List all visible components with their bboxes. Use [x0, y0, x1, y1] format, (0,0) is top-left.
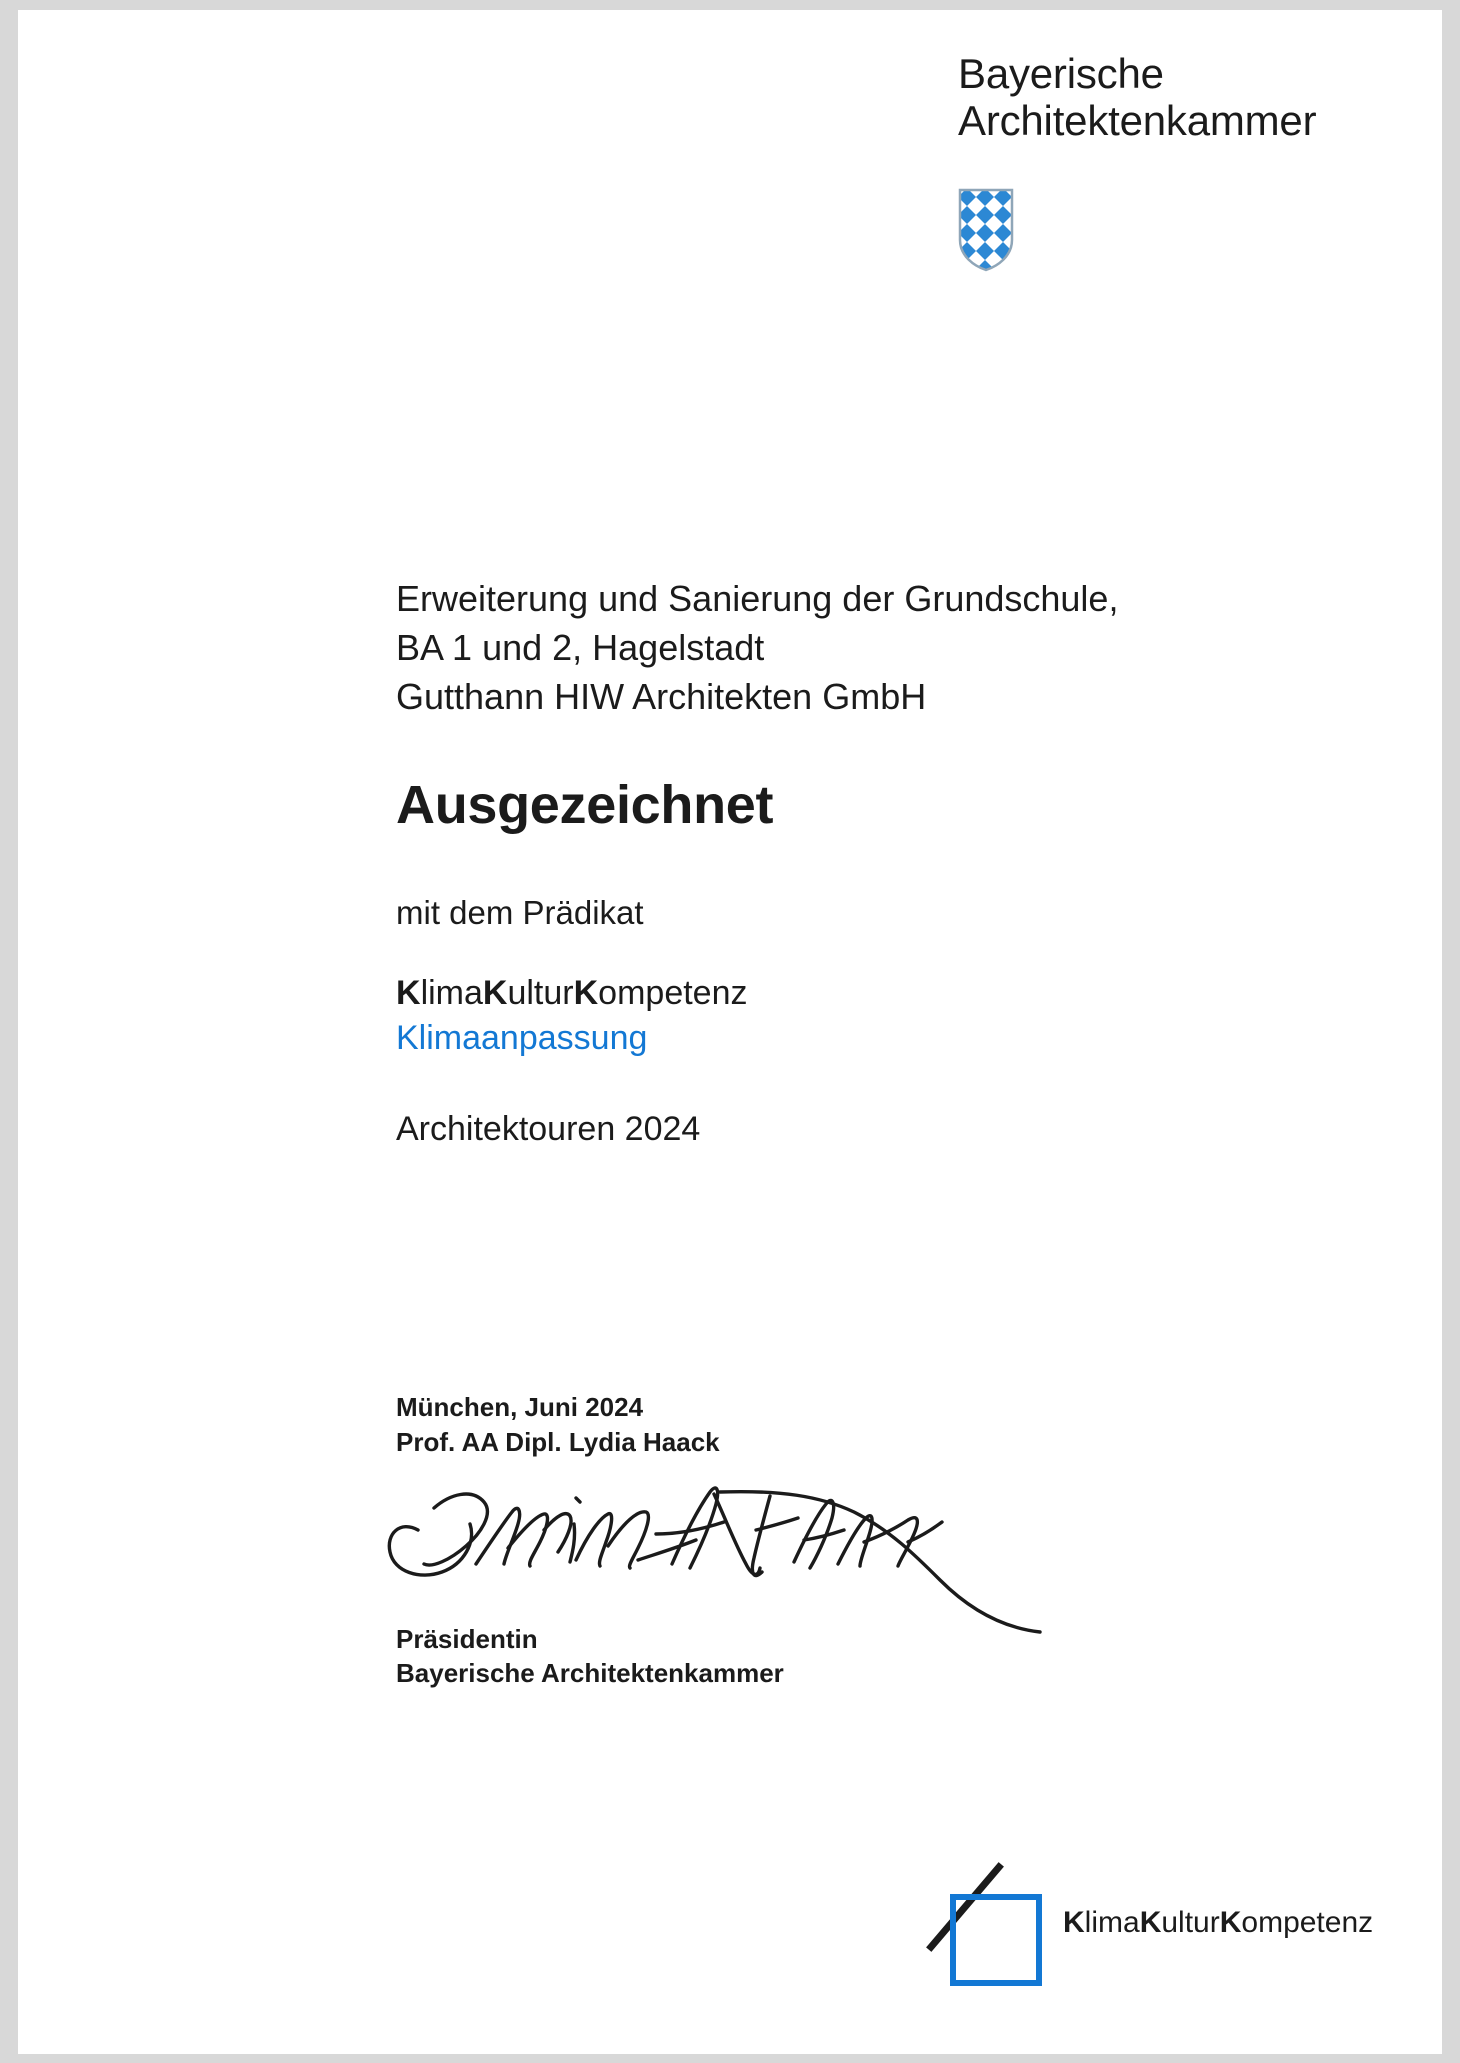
certificate-page — [18, 10, 1442, 2054]
footer-k1: K — [1063, 1906, 1085, 1939]
predicate-k3: K — [573, 973, 599, 1012]
footer-part1: lima — [1084, 1906, 1140, 1939]
signature-role: Präsidentin — [396, 1623, 538, 1654]
project-line-2: BA 1 und 2, Hagelstadt — [396, 626, 765, 668]
footer-k2: K — [1139, 1906, 1162, 1939]
footer-part3: ompetenz — [1241, 1906, 1374, 1939]
signature-block — [396, 1390, 1156, 1691]
organization-name-line2: Architektenkammer — [958, 97, 1317, 145]
predicate-part1: lima — [420, 973, 483, 1012]
predicate-k2: K — [482, 973, 508, 1012]
predicate-intro: mit dem Prädikat — [396, 893, 644, 931]
event-name: Architektouren 2024 — [396, 1109, 701, 1148]
bavarian-coat-of-arms-icon — [958, 188, 1014, 272]
project-description — [396, 575, 1356, 722]
project-line-1: Erweiterung und Sanierung der Grundschule, — [396, 578, 1119, 619]
footer-k3: K — [1219, 1906, 1242, 1939]
project-line-3: Gutthann HIW Architekten GmbH — [396, 675, 927, 717]
footer-part2: ultur — [1161, 1906, 1220, 1939]
organization-name-line1: Bayerische — [958, 50, 1164, 97]
footer-wordmark — [1063, 1906, 1373, 1940]
signature-institution: Bayerische Architektenkammer — [396, 1658, 784, 1689]
predicate-part2: ultur — [507, 973, 574, 1012]
predicate-subtitle: Klimaanpassung — [396, 1018, 648, 1057]
signature-name: Prof. AA Dipl. Lydia Haack — [396, 1426, 720, 1457]
award-title: Ausgezeichnet — [396, 774, 774, 835]
signature-place-date: München, Juni 2024 — [396, 1392, 644, 1422]
predicate-k1: K — [396, 973, 421, 1012]
handwritten-signature-image — [380, 1468, 1156, 1618]
organization-logo — [958, 50, 1428, 144]
predicate-name — [396, 974, 1356, 1013]
certificate-body — [396, 575, 1356, 1149]
predicate-part3: ompetenz — [598, 973, 748, 1012]
